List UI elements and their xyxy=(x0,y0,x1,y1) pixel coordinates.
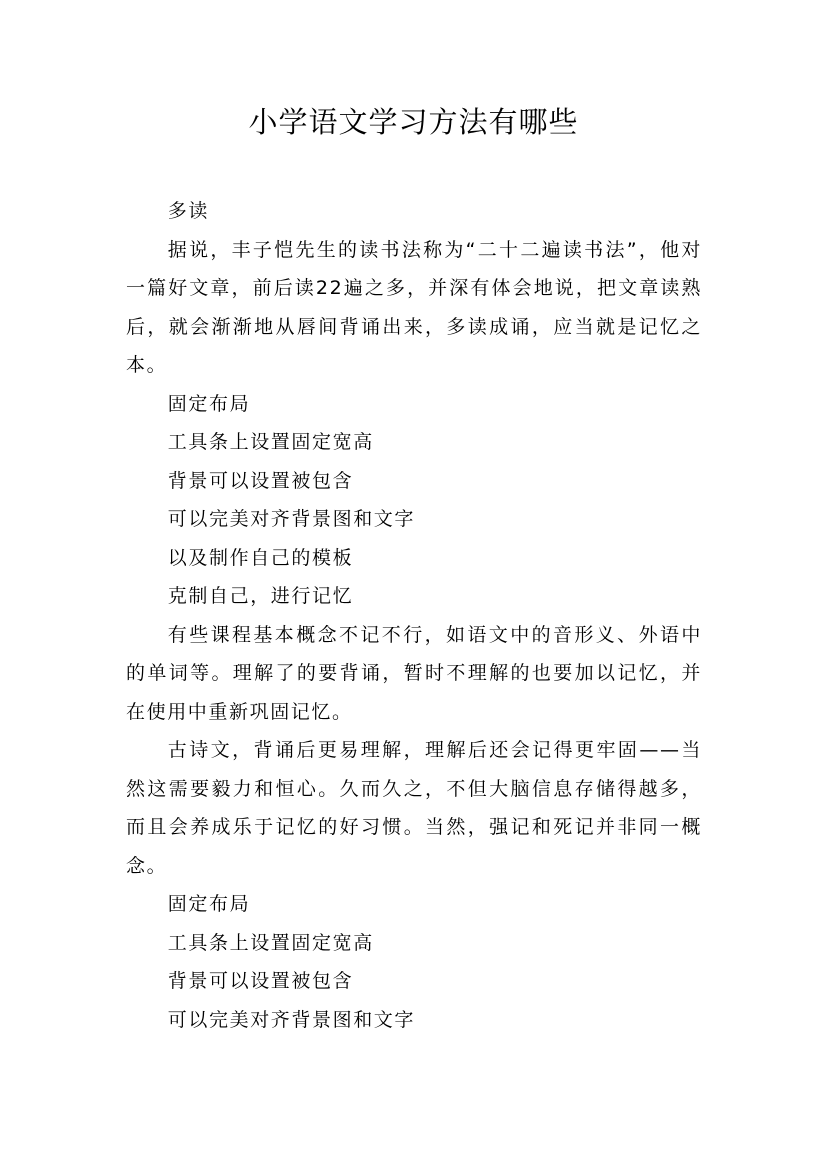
paragraph: 古诗文，背诵后更易理解，理解后还会记得更牢固——当然这需要毅力和恒心。久而久之，不但大脑信息存储得越多，而且会养成乐于记忆的好习惯。当然，强记和死记并非同一概念。 xyxy=(126,739,702,877)
paragraph: 据说，丰子恺先生的读书法称为“二十二遍读书法”，他对一篇好文章，前后读22遍之多，并深有体会地说，把文章读熟后，就会渐渐地从唇间背诵出来，多读成诵，应当就是记忆之本。 xyxy=(126,238,702,376)
paragraph-heading-self-control: 克制自己，进行记忆 xyxy=(167,585,354,607)
paragraph-heading-read-more: 多读 xyxy=(167,200,209,222)
paragraph-list-item: 背景可以设置被包含 xyxy=(167,970,354,992)
paragraph-list-item: 固定布局 xyxy=(167,392,251,415)
paragraph-list-item: 背景可以设置被包含 xyxy=(167,469,354,492)
paragraph: 有些课程基本概念不记不行，如语文中的音形义、外语中的单词等。理解了的要背诵，暂时不理解的也要加以记忆，并在使用中重新巩固记忆。 xyxy=(126,623,702,723)
paragraph-list-item: 工具条上设置固定宽高 xyxy=(167,931,374,954)
paragraph-list-item: 以及制作自己的模板 xyxy=(167,546,354,569)
paragraph-list-item: 可以完美对齐背景图和文字 xyxy=(167,1008,415,1031)
paragraph-list-item: 固定布局 xyxy=(167,893,251,915)
paragraph-list-item: 可以完美对齐背景图和文字 xyxy=(167,508,415,530)
document-title: 小学语文学习方法有哪些 xyxy=(248,105,579,139)
paragraph-list-item: 工具条上设置固定宽高 xyxy=(167,431,374,453)
document-body xyxy=(126,192,702,1039)
